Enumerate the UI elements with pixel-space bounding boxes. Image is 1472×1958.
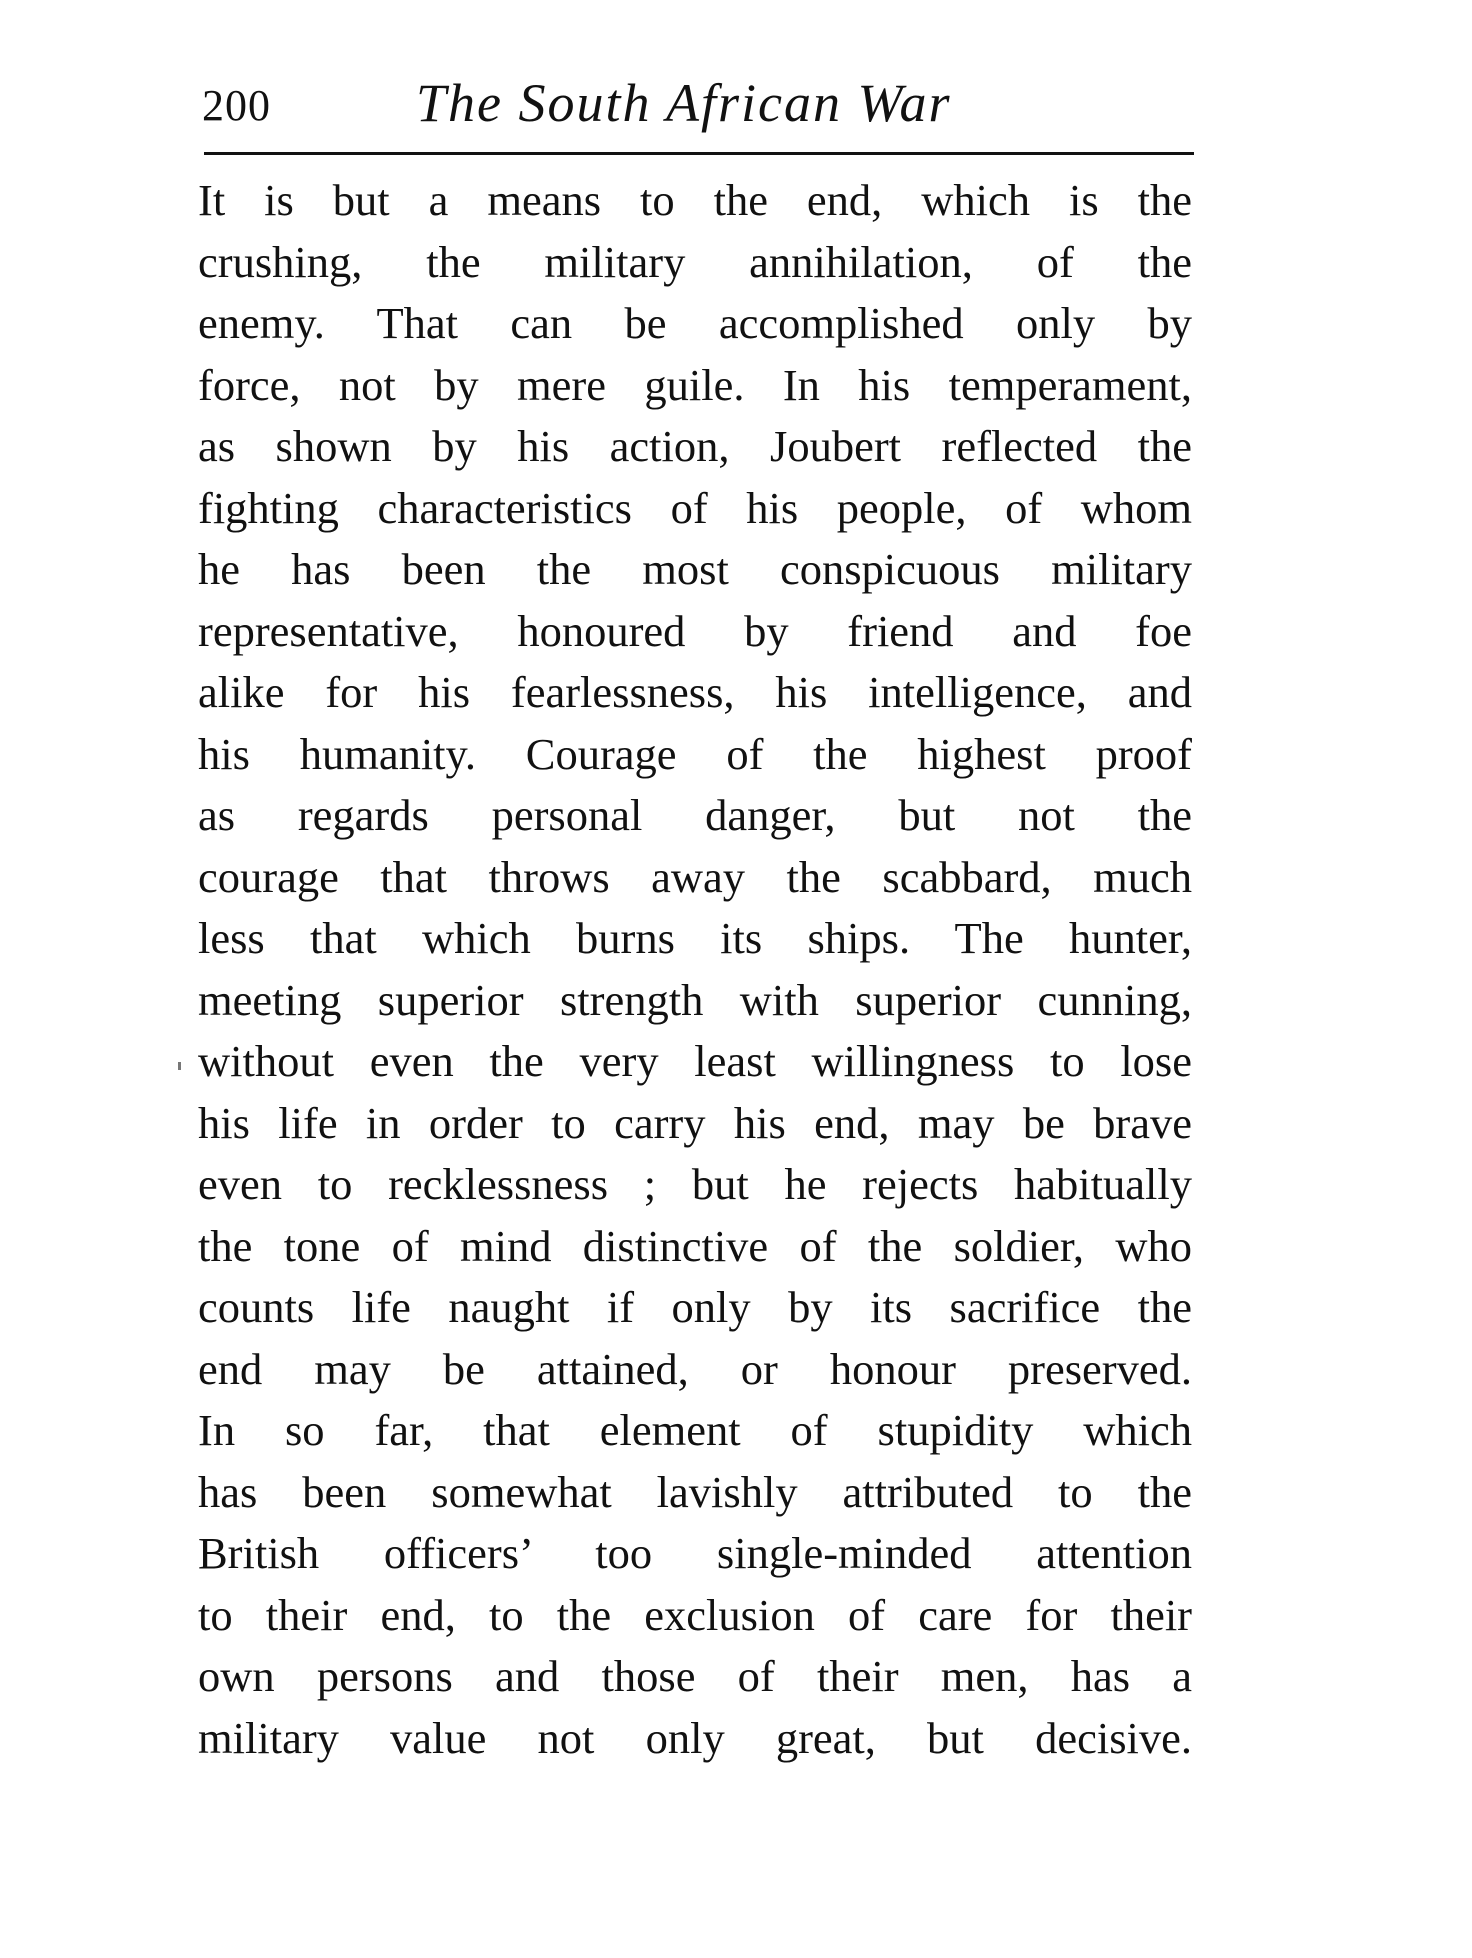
text-line: to their end, to the exclusion of care for their xyxy=(198,1589,1192,1640)
text-line: courage that throws away the scabbard, much xyxy=(198,851,1192,902)
text-line: meeting superior strength with superior cunning, xyxy=(198,974,1192,1025)
text-line: alike for his fearlessness, his intelligence, and xyxy=(198,667,1192,717)
text-line: less that which burns its ships. The hunter, xyxy=(198,913,1192,963)
text-line: representative, honoured by friend and foe xyxy=(198,605,1192,656)
text-line: end may be attained, or honour preserved. xyxy=(198,1343,1192,1394)
text-line: has been somewhat lavishly attributed to the xyxy=(198,1466,1192,1517)
text-line: British officers’ too single-minded attention xyxy=(198,1528,1192,1578)
body-text xyxy=(198,170,1192,1769)
text-line: It is but a means to the end, which is the xyxy=(198,175,1192,225)
text-line: fighting characteristics of his people, of whom xyxy=(198,482,1192,533)
text-line: as regards personal danger, but not the xyxy=(198,790,1192,840)
page-number: 200 xyxy=(202,81,271,130)
text-line: even to recklessness ; but he rejects habitually xyxy=(198,1159,1192,1209)
text-line: the tone of mind distinctive of the soldier, who xyxy=(198,1220,1192,1271)
text-line: own persons and those of their men, has a xyxy=(198,1651,1192,1701)
scan-speck xyxy=(178,1062,181,1070)
text-line: his life in order to carry his end, may be brave xyxy=(198,1097,1192,1148)
text-line: as shown by his action, Joubert reflected the xyxy=(198,421,1192,471)
running-title: The South African War xyxy=(416,73,952,133)
text-line: military value not only great, but decisive. xyxy=(198,1712,1192,1763)
text-line: enemy. That can be accomplished only by xyxy=(198,298,1192,348)
text-line: crushing, the military annihilation, of the xyxy=(198,236,1192,287)
text-line: he has been the most conspicuous military xyxy=(198,544,1192,594)
text-line: without even the very least willingness to lose xyxy=(198,1036,1192,1086)
running-head xyxy=(196,73,1196,136)
text-line: his humanity. Courage of the highest proof xyxy=(198,728,1192,779)
text-line: In so far, that element of stupidity which xyxy=(198,1405,1192,1455)
text-line: force, not by mere guile. In his temperament, xyxy=(198,359,1192,410)
header-rule xyxy=(204,152,1194,155)
text-line: counts life naught if only by its sacrifice the xyxy=(198,1282,1192,1332)
